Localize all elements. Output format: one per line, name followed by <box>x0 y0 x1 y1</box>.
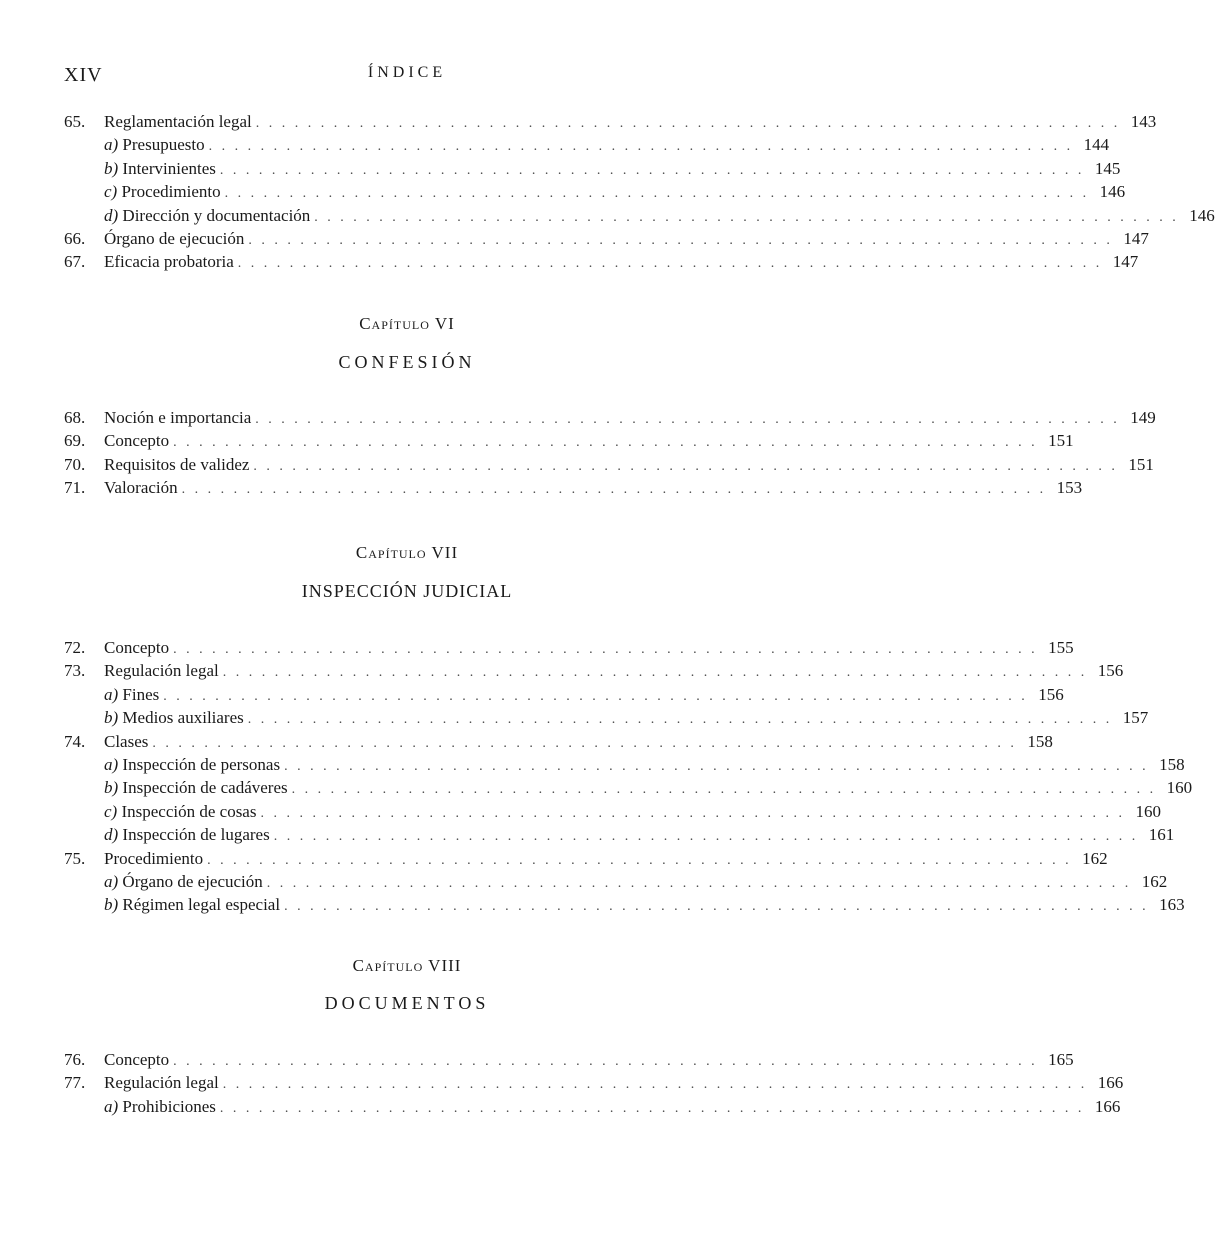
toc-entry-title <box>104 1095 220 1118</box>
toc-entry-title <box>104 157 220 180</box>
toc-entry-number: 68. <box>64 408 86 427</box>
toc-entry <box>64 730 1053 753</box>
toc-entry-title <box>104 870 267 893</box>
toc-entry-title <box>104 250 238 273</box>
toc-entry-text: Dirección y documentación <box>122 205 311 225</box>
toc-entry-title <box>104 776 292 799</box>
toc-entry-page: 160 <box>1166 778 1193 798</box>
toc-entry-text: Concepto <box>104 638 170 657</box>
toc-entry-letter: b) <box>104 895 119 915</box>
toc-entry-title <box>104 800 260 823</box>
toc-entry-title <box>104 476 182 499</box>
toc-entry-page: 160 <box>1135 801 1161 821</box>
toc-entry-letter: c) <box>104 801 118 821</box>
chapter-title-7: INSPECCIÓN JUDICIAL <box>301 581 513 601</box>
toc-section-c <box>64 636 1193 917</box>
toc-entry-page: 156 <box>1038 684 1064 704</box>
toc-entry-text: Requisitos de validez <box>104 454 250 474</box>
toc-entry-title <box>104 730 152 753</box>
toc-entry <box>64 227 1149 250</box>
toc-entry-number: 70. <box>64 454 86 474</box>
dot-leader: . . . . . . . . . . . . . . . . . . . . . . . . . . . . . . . . . . . . . . . . . . . . . . . . . . . . . . . . . . . . . . . . . . . <box>224 186 1090 202</box>
toc-entry-title <box>104 110 256 133</box>
toc-entry-number: 74. <box>64 731 86 751</box>
toc-entry-letter: a) <box>104 754 119 774</box>
toc-entry-title <box>104 1071 223 1094</box>
toc-entry-page: 151 <box>1128 454 1154 474</box>
toc-entry-title <box>104 823 274 846</box>
toc-entry <box>64 776 1193 799</box>
chapter-title-8: DOCUMENTOS <box>324 993 490 1013</box>
toc-entry-number: 65. <box>64 112 86 131</box>
dot-leader: . . . . . . . . . . . . . . . . . . . . . . . . . . . . . . . . . . . . . . . . . . . . . . . . . . . . . . . . . . . . . . . . . . . <box>152 735 1017 751</box>
toc-entry-text: Procedimiento <box>121 182 221 202</box>
toc-entry-text: Concepto <box>104 1050 170 1069</box>
dot-leader: . . . . . . . . . . . . . . . . . . . . . . . . . . . . . . . . . . . . . . . . . . . . . . . . . . . . . . . . . . . . . . . . . . . <box>163 688 1028 704</box>
toc-entry <box>64 110 1157 133</box>
toc-entry-title <box>104 706 248 729</box>
toc-entry-title <box>104 659 223 682</box>
toc-entry-text: Clases <box>104 731 149 751</box>
toc-entry-number: 72. <box>64 638 86 657</box>
toc-entry-title <box>104 227 248 250</box>
toc-entry-letter: a) <box>104 135 119 155</box>
toc-entry <box>64 893 1185 916</box>
toc-entry-text: Noción e importancia <box>104 408 252 427</box>
toc-entry-letter: b) <box>104 708 119 728</box>
dot-leader: . . . . . . . . . . . . . . . . . . . . . . . . . . . . . . . . . . . . . . . . . . . . . . . . . . . . . . . . . . . . . . . . . . . <box>266 875 1132 891</box>
toc-entry <box>64 636 1074 659</box>
toc-entry-number: 76. <box>64 1050 86 1069</box>
dot-leader: . . . . . . . . . . . . . . . . . . . . . . . . . . . . . . . . . . . . . . . . . . . . . . . . . . . . . . . . . . . . . . . . . . . <box>222 665 1088 681</box>
toc-entry-text: Regulación legal <box>104 661 219 681</box>
toc-entry-number: 67. <box>64 252 86 272</box>
toc-entry-page: 156 <box>1097 661 1124 681</box>
dot-leader: . . . . . . . . . . . . . . . . . . . . . . . . . . . . . . . . . . . . . . . . . . . . . . . . . . . . . . . . . . . . . . . . . . . <box>253 458 1118 474</box>
toc-entry <box>64 753 1185 776</box>
toc-entry-title <box>104 636 173 659</box>
toc-entry <box>64 204 1215 227</box>
toc-entry-letter: b) <box>104 778 119 798</box>
toc-entry-page: 144 <box>1083 135 1110 155</box>
toc-entry-text: Inspección de personas <box>122 754 281 774</box>
toc-entry-text: Órgano de ejecución <box>104 228 245 248</box>
dot-leader: . . . . . . . . . . . . . . . . . . . . . . . . . . . . . . . . . . . . . . . . . . . . . . . . . . . . . . . . . . . . . . . . . . . <box>237 256 1103 272</box>
toc-entry-text: Valoración <box>104 478 178 498</box>
toc-entry-title <box>104 406 255 429</box>
toc-entry-page: 157 <box>1122 708 1149 728</box>
dot-leader: . . . . . . . . . . . . . . . . . . . . . . . . . . . . . . . . . . . . . . . . . . . . . . . . . . . . . . . . . . . . . . . . . . . <box>222 1077 1088 1093</box>
dot-leader: . . . . . . . . . . . . . . . . . . . . . . . . . . . . . . . . . . . . . . . . . . . . . . . . . . . . . . . . . . . . . . . . . . . <box>173 1054 1038 1069</box>
toc-entry-page: 158 <box>1027 731 1053 751</box>
toc-entry-page: 147 <box>1123 228 1149 248</box>
toc-entry-text: Medios auxiliares <box>122 708 244 728</box>
toc-entry-number: 69. <box>64 431 86 451</box>
toc-entry <box>64 180 1126 203</box>
toc-section-b <box>64 406 1156 500</box>
dot-leader: . . . . . . . . . . . . . . . . . . . . . . . . . . . . . . . . . . . . . . . . . . . . . . . . . . . . . . . . . . . . . . . . . . . <box>181 482 1047 498</box>
toc-entry-title <box>104 453 253 476</box>
toc-entry-title <box>104 204 314 227</box>
toc-entry <box>64 823 1175 846</box>
chapter-label-7: Capítulo VII <box>355 543 459 562</box>
toc-entry-page: 165 <box>1048 1050 1074 1069</box>
toc-entry-text: Reglamentación legal <box>104 112 252 131</box>
toc-entry-title <box>104 683 163 706</box>
toc-entry-number: 75. <box>64 848 86 868</box>
toc-entry-text: Procedimiento <box>104 848 204 868</box>
toc-entry-page: 166 <box>1094 1096 1121 1116</box>
toc-section-a <box>64 110 1215 274</box>
toc-entry <box>64 870 1168 893</box>
toc-entry-title <box>104 133 209 156</box>
dot-leader: . . . . . . . . . . . . . . . . . . . . . . . . . . . . . . . . . . . . . . . . . . . . . . . . . . . . . . . . . . . . . . . . . . . <box>208 139 1074 155</box>
toc-entry <box>64 406 1156 429</box>
toc-entry-letter: a) <box>104 1096 119 1116</box>
dot-leader: . . . . . . . . . . . . . . . . . . . . . . . . . . . . . . . . . . . . . . . . . . . . . . . . . . . . . . . . . . . . . . . . . . . <box>284 899 1149 915</box>
toc-entry-text: Órgano de ejecución <box>122 871 263 891</box>
chapter-title-6: CONFESIÓN <box>338 352 476 372</box>
toc-entry <box>64 659 1124 682</box>
toc-entry-page: 151 <box>1048 431 1074 451</box>
dot-leader: . . . . . . . . . . . . . . . . . . . . . . . . . . . . . . . . . . . . . . . . . . . . . . . . . . . . . . . . . . . . . . . . . . . <box>173 642 1038 657</box>
toc-entry-title <box>104 180 225 203</box>
toc-entry-letter: c) <box>104 182 118 202</box>
dot-leader: . . . . . . . . . . . . . . . . . . . . . . . . . . . . . . . . . . . . . . . . . . . . . . . . . . . . . . . . . . . . . . . . . . . <box>260 805 1125 821</box>
dot-leader: . . . . . . . . . . . . . . . . . . . . . . . . . . . . . . . . . . . . . . . . . . . . . . . . . . . . . . . . . . . . . . . . . . . <box>314 209 1179 225</box>
toc-entry <box>64 1048 1074 1071</box>
toc-entry-text: Presupuesto <box>122 135 205 155</box>
toc-section-d <box>64 1048 1124 1118</box>
dot-leader: . . . . . . . . . . . . . . . . . . . . . . . . . . . . . . . . . . . . . . . . . . . . . . . . . . . . . . . . . . . . . . . . . . . <box>219 1100 1085 1116</box>
toc-entry <box>64 1071 1124 1094</box>
dot-leader: . . . . . . . . . . . . . . . . . . . . . . . . . . . . . . . . . . . . . . . . . . . . . . . . . . . . . . . . . . . . . . . . . . . <box>248 232 1113 248</box>
toc-entry-text: Concepto <box>104 431 170 451</box>
toc-entry-text: Regulación legal <box>104 1073 219 1093</box>
toc-entry-number: 66. <box>64 228 86 248</box>
toc-entry-page: 162 <box>1082 848 1108 868</box>
toc-entry-text: Eficacia probatoria <box>104 252 234 272</box>
toc-entry-page: 155 <box>1048 638 1074 657</box>
dot-leader: . . . . . . . . . . . . . . . . . . . . . . . . . . . . . . . . . . . . . . . . . . . . . . . . . . . . . . . . . . . . . . . . . . . <box>219 162 1085 178</box>
dot-leader: . . . . . . . . . . . . . . . . . . . . . . . . . . . . . . . . . . . . . . . . . . . . . . . . . . . . . . . . . . . . . . . . . . . <box>247 712 1113 728</box>
chapter-label-8: Capítulo VIII <box>352 956 462 975</box>
toc-entry <box>64 683 1064 706</box>
toc-entry-page: 158 <box>1159 754 1185 774</box>
toc-entry-number: 71. <box>64 478 86 498</box>
dot-leader: . . . . . . . . . . . . . . . . . . . . . . . . . . . . . . . . . . . . . . . . . . . . . . . . . . . . . . . . . . . . . . . . . . . <box>207 852 1072 868</box>
toc-entry <box>64 800 1161 823</box>
dot-leader: . . . . . . . . . . . . . . . . . . . . . . . . . . . . . . . . . . . . . . . . . . . . . . . . . . . . . . . . . . . . . . . . . . . <box>173 435 1038 451</box>
dot-leader: . . . . . . . . . . . . . . . . . . . . . . . . . . . . . . . . . . . . . . . . . . . . . . . . . . . . . . . . . . . . . . . . . . . <box>291 782 1157 798</box>
toc-entry <box>64 476 1083 499</box>
toc-entry-page: 163 <box>1159 895 1185 915</box>
toc-entry-page: 143 <box>1130 112 1157 131</box>
toc-entry-page: 146 <box>1189 205 1215 225</box>
toc-entry-title <box>104 847 207 870</box>
toc-entry-letter: d) <box>104 205 119 225</box>
toc-entry-page: 146 <box>1099 182 1126 202</box>
toc-entry-page: 149 <box>1130 408 1156 427</box>
dot-leader: . . . . . . . . . . . . . . . . . . . . . . . . . . . . . . . . . . . . . . . . . . . . . . . . . . . . . . . . . . . . . . . . . . . <box>255 116 1121 131</box>
toc-entry-text: Régimen legal especial <box>122 895 281 915</box>
toc-entry <box>64 157 1121 180</box>
chapter-label-6: Capítulo VI <box>359 314 455 333</box>
toc-entry <box>64 706 1149 729</box>
dot-leader: . . . . . . . . . . . . . . . . . . . . . . . . . . . . . . . . . . . . . . . . . . . . . . . . . . . . . . . . . . . . . . . . . . . <box>255 412 1120 427</box>
toc-entry-page: 145 <box>1094 158 1121 178</box>
toc-entry-title <box>104 429 173 452</box>
toc-entry-number: 73. <box>64 661 86 681</box>
toc-entry-page: 153 <box>1056 478 1083 498</box>
toc-entry-text: Inspección de cosas <box>121 801 257 821</box>
running-title: ÍNDICE <box>367 64 447 81</box>
dot-leader: . . . . . . . . . . . . . . . . . . . . . . . . . . . . . . . . . . . . . . . . . . . . . . . . . . . . . . . . . . . . . . . . . . . <box>273 829 1139 845</box>
dot-leader: . . . . . . . . . . . . . . . . . . . . . . . . . . . . . . . . . . . . . . . . . . . . . . . . . . . . . . . . . . . . . . . . . . . <box>284 758 1149 774</box>
toc-entry-text: Prohibiciones <box>122 1096 216 1116</box>
toc-entry-number: 77. <box>64 1073 86 1093</box>
toc-entry-title <box>104 1048 173 1071</box>
toc-entry-page: 161 <box>1148 825 1175 845</box>
toc-entry-page: 147 <box>1112 252 1139 272</box>
toc-entry <box>64 429 1074 452</box>
toc-entry-page: 162 <box>1141 871 1168 891</box>
toc-entry-title <box>104 893 284 916</box>
toc-entry-text: Intervinientes <box>122 158 216 178</box>
toc-entry-text: Fines <box>122 684 160 704</box>
toc-entry-letter: b) <box>104 158 119 178</box>
toc-entry-title <box>104 753 284 776</box>
toc-entry-text: Inspección de cadáveres <box>122 778 288 798</box>
toc-entry-letter: a) <box>104 871 119 891</box>
toc-entry-letter: d) <box>104 825 119 845</box>
toc-entry <box>64 133 1110 156</box>
toc-entry-text: Inspección de lugares <box>122 825 270 845</box>
toc-entry <box>64 1095 1121 1118</box>
toc-entry-page: 166 <box>1097 1073 1124 1093</box>
toc-entry <box>64 453 1154 476</box>
toc-entry <box>64 847 1108 870</box>
page-number: XIV <box>64 64 103 86</box>
toc-entry <box>64 250 1139 273</box>
toc-entry-letter: a) <box>104 684 119 704</box>
